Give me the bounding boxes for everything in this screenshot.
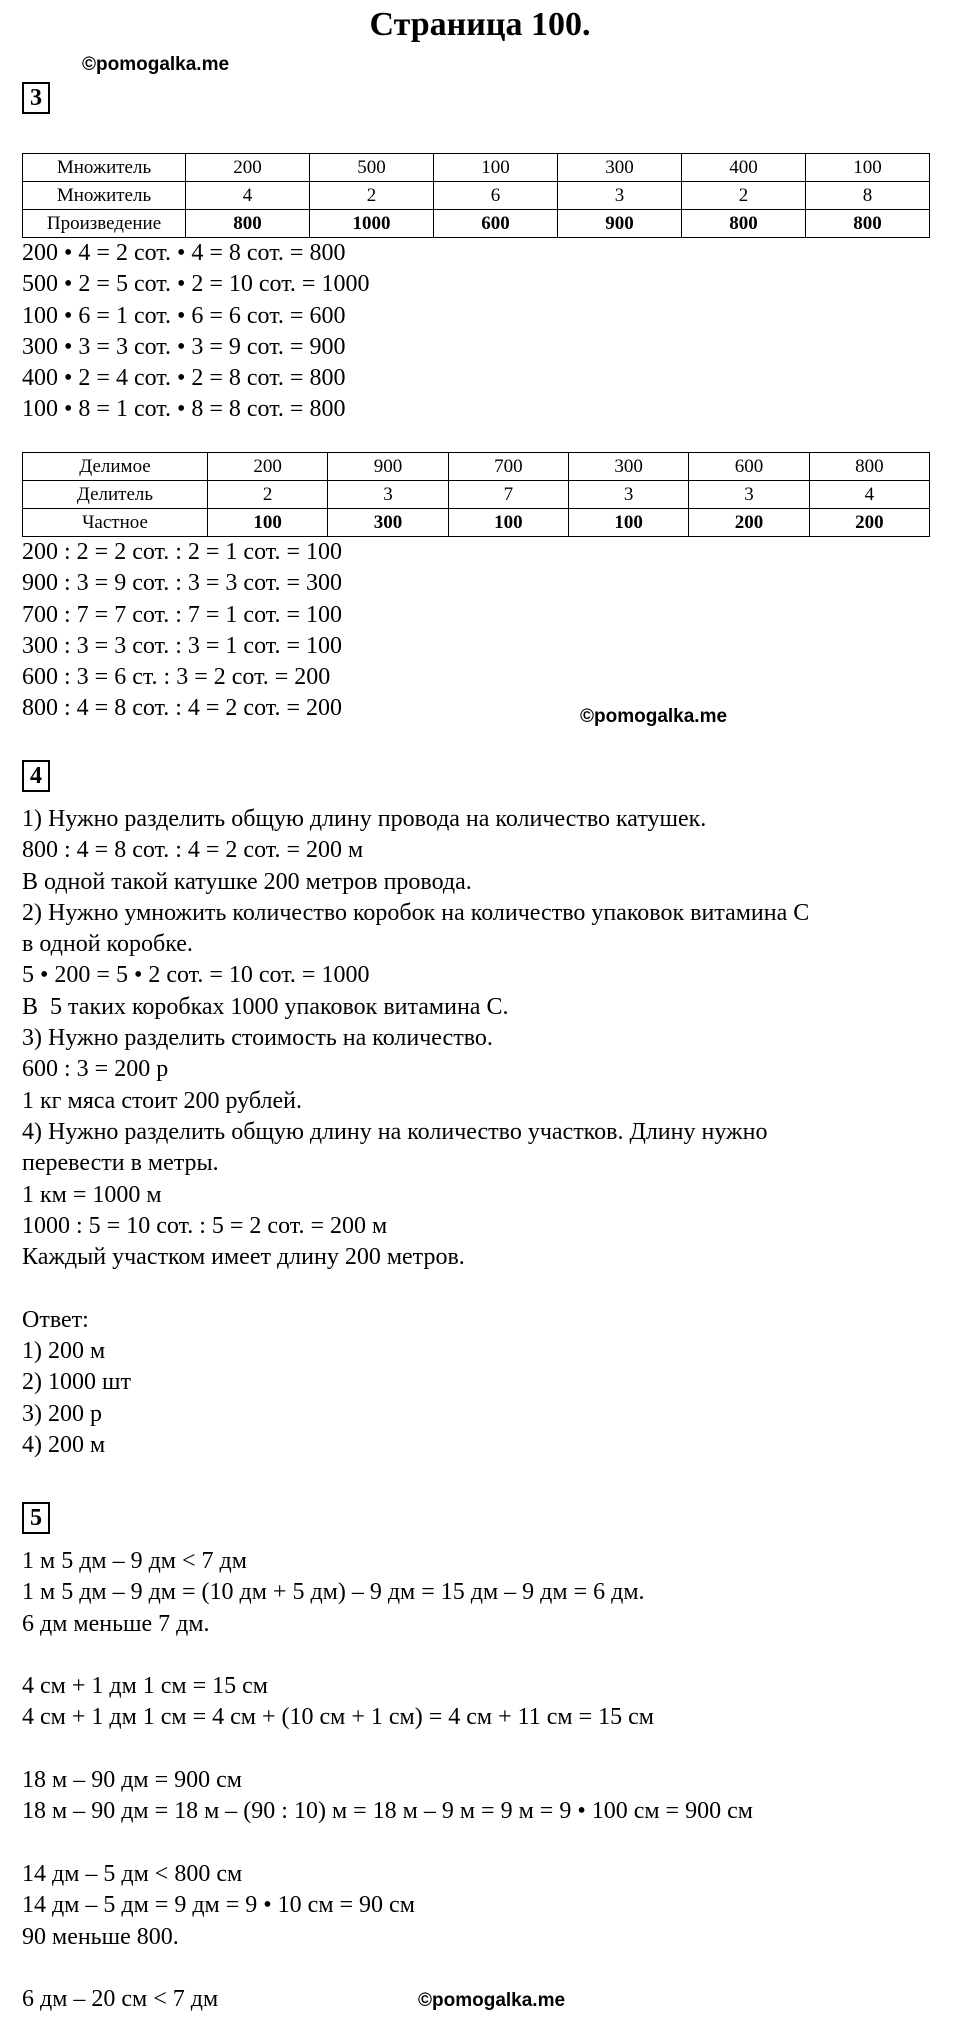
table-cell: 4 [809, 481, 929, 509]
table-cell: 3 [689, 481, 809, 509]
task-5-number: 5 [22, 1502, 50, 1534]
multiplication-table-row [23, 210, 930, 238]
text-line: В одной такой катушке 200 метров провода. [22, 868, 472, 895]
text-line: Ответ: [22, 1306, 89, 1333]
text-line: 18 м – 90 дм = 18 м – (90 : 10) м = 18 м – 9 м = 9 м = 9 • 100 см = 900 см [22, 1798, 753, 1825]
row-label: Частное [23, 509, 208, 537]
text-line: 800 : 4 = 8 сот. : 4 = 2 сот. = 200 м [22, 837, 364, 864]
text-line: 5 • 200 = 5 • 2 сот. = 10 сот. = 1000 [22, 962, 370, 989]
text-line: 300 : 3 = 3 сот. : 3 = 1 сот. = 100 [22, 632, 342, 659]
text-line: 200 • 4 = 2 сот. • 4 = 8 сот. = 800 [22, 240, 346, 266]
text-line: 400 • 2 = 4 сот. • 2 = 8 сот. = 800 [22, 365, 346, 392]
task-5-solution [22, 1546, 753, 2015]
text-line: 6 дм – 20 см < 7 дм [22, 1986, 219, 2013]
multiplication-table-row [23, 154, 930, 182]
task-4-solution [22, 804, 809, 1461]
text-line: 3) 200 р [22, 1400, 102, 1427]
table-cell: 3 [328, 481, 448, 509]
text-line: 4) 200 м [22, 1431, 106, 1458]
table-cell: 200 [186, 154, 310, 182]
text-line: 600 : 3 = 6 ст. : 3 = 2 сот. = 200 [22, 664, 331, 691]
task-4-number: 4 [22, 760, 50, 792]
division-table-row [23, 453, 930, 481]
table-cell: 2 [208, 481, 328, 509]
text-line: 1) Нужно разделить общую длину провода на количество катушек. [22, 806, 707, 832]
text-line: 100 • 8 = 1 сот. • 8 = 8 сот. = 800 [22, 396, 346, 423]
table-cell: 2 [682, 182, 806, 210]
watermark-bottom: ©pomogalka.me [418, 1990, 566, 2011]
table-cell: 1000 [310, 210, 434, 238]
multiplication-table-row [23, 182, 930, 210]
text-line: 90 меньше 800. [22, 1923, 179, 1950]
text-line: 2) 1000 шт [22, 1369, 131, 1396]
text-line: 1000 : 5 = 10 сот. : 5 = 2 сот. = 200 м [22, 1212, 388, 1239]
row-label: Множитель [23, 154, 186, 182]
text-line [22, 1273, 809, 1304]
table-cell: 100 [208, 509, 328, 537]
table-cell: 300 [328, 509, 448, 537]
row-label: Произведение [23, 210, 186, 238]
text-line: 800 : 4 = 8 сот. : 4 = 2 сот. = 200 [22, 695, 342, 722]
table-cell: 100 [448, 509, 568, 537]
table-cell: 800 [186, 210, 310, 238]
table-cell: 600 [689, 453, 809, 481]
table-cell: 800 [806, 210, 930, 238]
division-solutions [22, 537, 342, 725]
table-cell: 800 [809, 453, 929, 481]
multiplication-table [22, 153, 930, 238]
text-line: Каждый участком имеет длину 200 метров. [22, 1244, 465, 1271]
division-table-row [23, 481, 930, 509]
division-table [22, 452, 930, 537]
table-cell: 100 [568, 509, 688, 537]
text-line: 1 кг мяса стоит 200 рублей. [22, 1087, 302, 1114]
table-cell: 6 [434, 182, 558, 210]
text-line: 1 м 5 дм – 9 дм < 7 дм [22, 1548, 247, 1574]
table-cell: 500 [310, 154, 434, 182]
text-line [22, 1734, 753, 1765]
multiplication-solutions [22, 238, 369, 426]
page-title: Страница 100. [369, 6, 591, 43]
table-cell: 2 [310, 182, 434, 210]
text-line: 18 м – 90 дм = 900 см [22, 1767, 242, 1794]
text-line: 1 км = 1000 м [22, 1181, 162, 1208]
table-cell: 800 [682, 210, 806, 238]
table-cell: 100 [434, 154, 558, 182]
task-3-number: 3 [22, 82, 50, 114]
table-cell: 400 [682, 154, 806, 182]
text-line: 2) Нужно умножить количество коробок на количество упаковок витамина С [22, 899, 810, 926]
text-line: в одной коробке. [22, 931, 193, 958]
table-cell: 4 [186, 182, 310, 210]
table-cell: 8 [806, 182, 930, 210]
row-label: Делитель [23, 481, 208, 509]
watermark-top: ©pomogalka.me [82, 54, 230, 75]
text-line: 600 : 3 = 200 р [22, 1056, 169, 1083]
text-line: 1 м 5 дм – 9 дм = (10 дм + 5 дм) – 9 дм = 15 дм – 9 дм = 6 дм. [22, 1579, 645, 1606]
table-cell: 600 [434, 210, 558, 238]
text-line: 200 : 2 = 2 сот. : 2 = 1 сот. = 100 [22, 539, 342, 565]
table-cell: 300 [568, 453, 688, 481]
text-line: 100 • 6 = 1 сот. • 6 = 6 сот. = 600 [22, 302, 346, 329]
text-line: В 5 таких коробках 1000 упаковок витамина С. [22, 993, 509, 1020]
table-cell: 200 [689, 509, 809, 537]
text-line: перевести в метры. [22, 1150, 219, 1177]
table-cell: 200 [809, 509, 929, 537]
text-line: 4 см + 1 дм 1 см = 15 см [22, 1673, 268, 1700]
table-cell: 200 [208, 453, 328, 481]
text-line: 900 : 3 = 9 сот. : 3 = 3 сот. = 300 [22, 570, 342, 597]
text-line: 4 см + 1 дм 1 см = 4 см + (10 см + 1 см) = 4 см + 11 см = 15 см [22, 1704, 654, 1731]
table-cell: 7 [448, 481, 568, 509]
table-cell: 3 [568, 481, 688, 509]
table-cell: 3 [558, 182, 682, 210]
text-line [22, 1828, 753, 1859]
watermark-middle: ©pomogalka.me [580, 706, 728, 727]
division-table-row [23, 509, 930, 537]
table-cell: 900 [328, 453, 448, 481]
text-line: 700 : 7 = 7 сот. : 7 = 1 сот. = 100 [22, 601, 342, 628]
text-line: 500 • 2 = 5 сот. • 2 = 10 сот. = 1000 [22, 271, 370, 298]
text-line: 14 дм – 5 дм = 9 дм = 9 • 10 см = 90 см [22, 1892, 415, 1919]
text-line: 3) Нужно разделить стоимость на количество. [22, 1025, 493, 1052]
row-label: Делимое [23, 453, 208, 481]
table-cell: 700 [448, 453, 568, 481]
table-cell: 900 [558, 210, 682, 238]
text-line [22, 1640, 753, 1671]
text-line: 6 дм меньше 7 дм. [22, 1610, 210, 1637]
table-cell: 100 [806, 154, 930, 182]
text-line: 4) Нужно разделить общую длину на количество участков. Длину нужно [22, 1118, 768, 1145]
text-line: 1) 200 м [22, 1338, 106, 1365]
text-line: 14 дм – 5 дм < 800 см [22, 1860, 243, 1887]
text-line [22, 1953, 753, 1984]
text-line: 300 • 3 = 3 сот. • 3 = 9 сот. = 900 [22, 333, 346, 360]
table-cell: 300 [558, 154, 682, 182]
row-label: Множитель [23, 182, 186, 210]
